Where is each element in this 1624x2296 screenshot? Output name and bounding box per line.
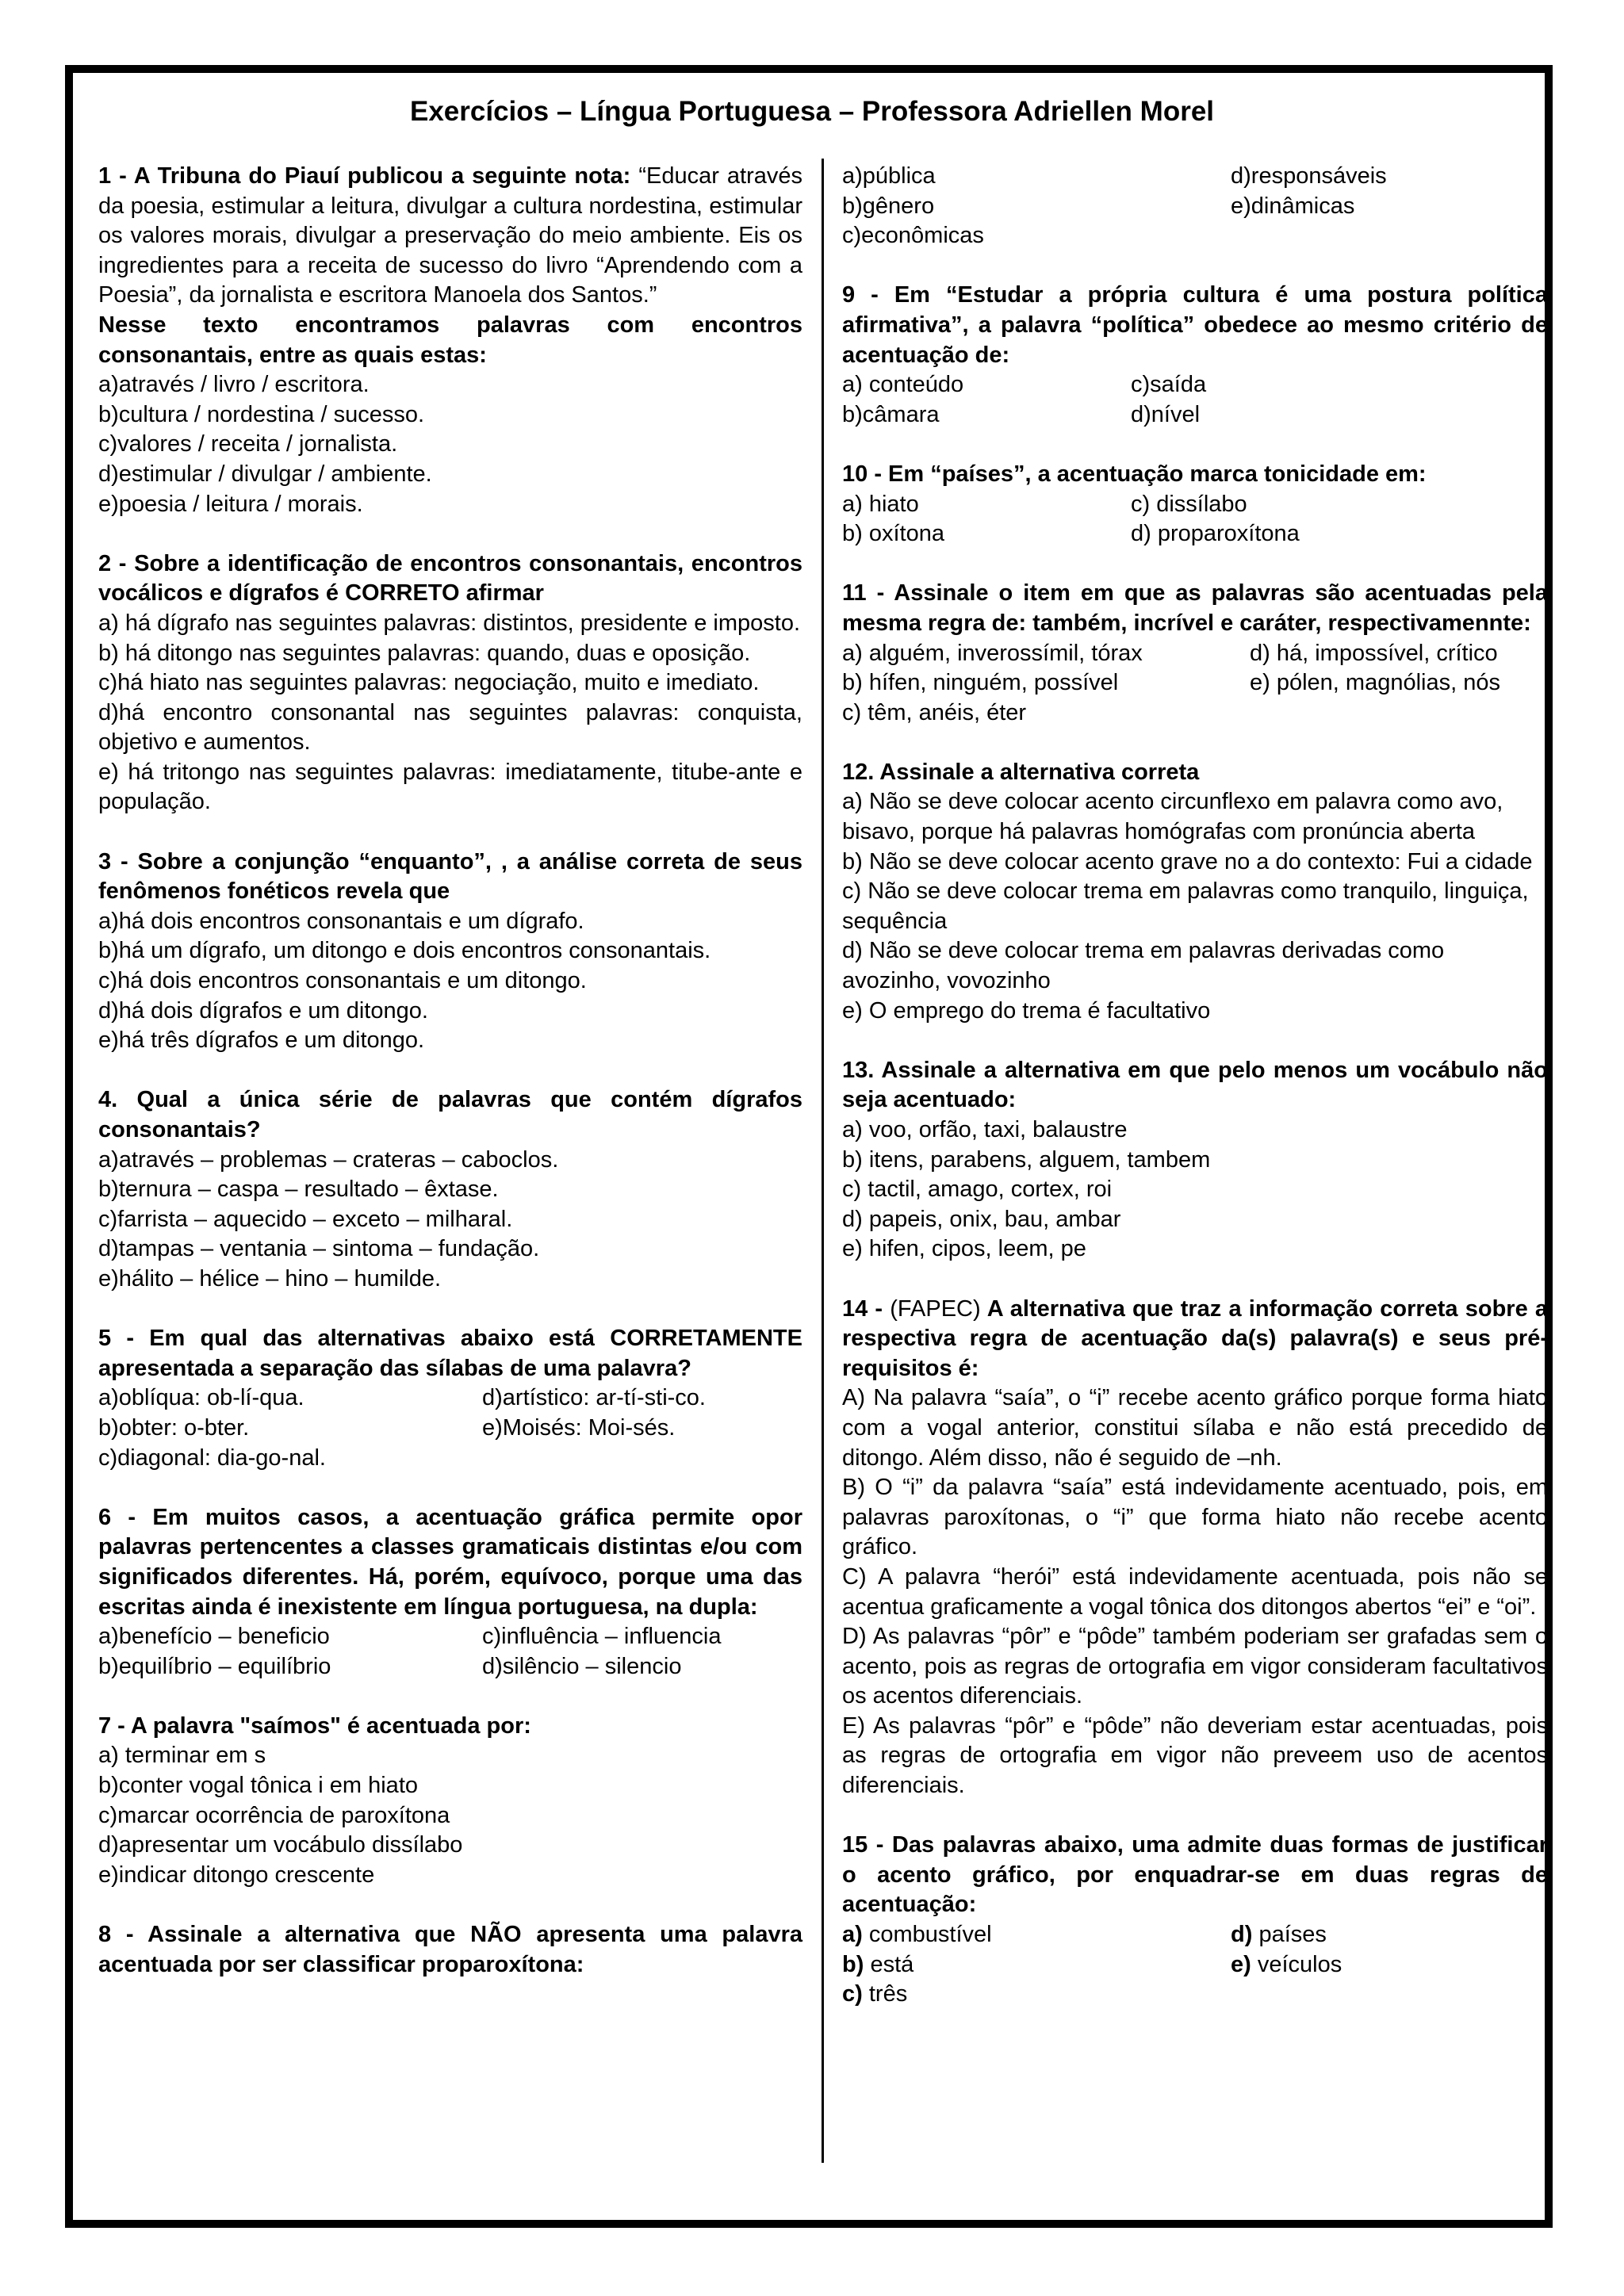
- question-4: [98, 1085, 802, 1294]
- option-a: a) Não se deve colocar acento circunflexo em palavra como avo, bisavo, porque há palavras homógrafas com pronúncia aberta: [842, 789, 1503, 845]
- question-10-stem: 10 - Em “países”, a acentuação marca tonicidade em:: [842, 461, 1427, 487]
- option-e: e)poesia / leitura / morais.: [98, 491, 363, 517]
- question-1-prompt: Nesse texto encontramos palavras com encontros consonantais, entre as quais estas:: [98, 312, 802, 368]
- page-title: Exercícios – Língua Portuguesa – Professora Adriellen Morel: [409, 96, 1215, 127]
- option-d: d) papeis, onix, bau, ambar: [842, 1206, 1121, 1232]
- option-a: a) combustível: [842, 1922, 992, 1948]
- question-6-options: [98, 1622, 802, 1682]
- option-e: e)hálito – hélice – hino – humilde.: [98, 1265, 442, 1292]
- option-b: b) hífen, ninguém, possível: [842, 670, 1119, 696]
- option-a: a)benefício – beneficio: [98, 1624, 330, 1650]
- option-a: a) terminar em s: [98, 1743, 266, 1769]
- option-a: a)oblíqua: ob-lí-qua.: [98, 1385, 304, 1411]
- option-d: d) Não se deve colocar trema em palavras derivadas como avozinho, vovozinho: [842, 938, 1445, 994]
- question-12-stem: 12. Assinale a alternativa correta: [842, 759, 1200, 785]
- option-c: c) têm, anéis, éter: [842, 699, 1027, 725]
- option-c: c)saída: [1131, 372, 1207, 398]
- option-d: d)estimular / divulgar / ambiente.: [98, 461, 432, 487]
- option-e: e)indicar ditongo crescente: [98, 1862, 375, 1888]
- option-c: c)valores / receita / jornalista.: [98, 431, 398, 457]
- question-3-stem: 3 - Sobre a conjunção “enquanto”, , a análise correta de seus fenômenos fonéticos revela que: [98, 848, 802, 905]
- option-a: a)pública: [842, 163, 936, 189]
- option-b: b) Não se deve colocar acento grave no a do contexto: Fui a cidade: [842, 848, 1533, 874]
- option-c: c) três: [842, 1981, 908, 2007]
- option-d: d) proparoxítona: [1131, 521, 1300, 547]
- option-e: e) veículos: [1231, 1951, 1342, 1977]
- question-1-stem: 1 - A Tribuna do Piauí publicou a seguinte nota: “Educar através da poesia, estimular a leitura, divulgar a cultura nordestina, estimular os valores morais, divulgar a preservação do meio ambiente. Eis os ingredientes para a receita de sucesso do livro “Aprendendo com a Poesia”, da jornalista e escritora Manoela dos Santos.”: [98, 163, 803, 308]
- option-d: d) há, impossível, crítico: [1250, 640, 1498, 666]
- option-b: B) O “i” da palavra “saía” está indevidamente acentuado, pois, em palavras paroxítonas, o “i” que forma hiato não recebe acento gráfico.: [842, 1475, 1548, 1560]
- question-11-stem: 11 - Assinale o item em que as palavras são acentuadas pela mesma regra de: também, incrível e caráter, respectivamennte:: [842, 580, 1548, 636]
- option-d: D) As palavras “pôr” e “pôde” também poderiam ser grafadas sem o acento, pois as regras de ortografia em vigor consideram facultativos os acentos diferenciais.: [842, 1624, 1548, 1709]
- option-b: b)cultura / nordestina / sucesso.: [98, 401, 425, 427]
- option-c: c)há hiato nas seguintes palavras: negociação, muito e imediato.: [98, 670, 760, 696]
- option-b: b) oxítona: [842, 521, 944, 547]
- option-e: e)dinâmicas: [1231, 193, 1355, 219]
- option-a: a) voo, orfão, taxi, balaustre: [842, 1117, 1128, 1142]
- question-2: [98, 549, 802, 817]
- left-column: [98, 162, 802, 2010]
- option-c: c) dissílabo: [1131, 491, 1247, 517]
- option-c: c)marcar ocorrência de paroxítona: [98, 1802, 450, 1828]
- option-a: a)há dois encontros consonantais e um dígrafo.: [98, 908, 584, 934]
- option-a: a) alguém, inverossímil, tórax: [842, 640, 1143, 666]
- option-b: b) está: [842, 1951, 914, 1977]
- question-6-stem: 6 - Em muitos casos, a acentuação gráfica permite opor palavras pertencentes a classes gramaticais distintas e/ou com significados diferentes. Há, porém, equívoco, porque uma das escritas ainda é inexistente em língua portuguesa, na dupla:: [98, 1504, 802, 1620]
- option-e: e) pólen, magnólias, nós: [1250, 670, 1500, 696]
- option-b: b)câmara: [842, 401, 940, 427]
- question-4-stem: 4. Qual a única série de palavras que contém dígrafos consonantais?: [98, 1087, 802, 1142]
- option-d: d)artístico: ar-tí-sti-co.: [482, 1385, 706, 1411]
- option-e: e)há três dígrafos e um ditongo.: [98, 1027, 425, 1054]
- option-a: a) hiato: [842, 491, 919, 517]
- question-12: [842, 758, 1548, 1026]
- question-10: [842, 460, 1548, 549]
- option-c: C) A palavra “herói” está indevidamente acentuada, pois não se acentua graficamente a vogal tônica dos ditongos abertos “ei” e “oi”.: [842, 1563, 1548, 1620]
- option-b: b)conter vogal tônica i em hiato: [98, 1773, 418, 1799]
- question-5: [98, 1324, 802, 1473]
- option-b: b)obter: o-bter.: [98, 1414, 250, 1441]
- option-b: b) há ditongo nas seguintes palavras: quando, duas e oposição.: [98, 640, 751, 666]
- question-14: [842, 1295, 1548, 1801]
- option-b: b)equilíbrio – equilíbrio: [98, 1653, 331, 1679]
- option-a: a)através / livro / escritora.: [98, 372, 370, 398]
- question-9-stem: 9 - Em “Estudar a própria cultura é uma postura política afirmativa”, a palavra “política” obedece ao mesmo critério de acentuação de:: [842, 282, 1548, 368]
- question-2-stem: 2 - Sobre a identificação de encontros consonantais, encontros vocálicos e dígrafos é CORRETO afirmar: [98, 550, 802, 607]
- question-13: [842, 1056, 1548, 1265]
- question-8-options-grid: [842, 162, 1548, 251]
- option-d: d)silêncio – silencio: [482, 1653, 682, 1679]
- option-a: a) há dígrafo nas seguintes palavras: distintos, presidente e imposto.: [98, 610, 801, 636]
- option-e: e)Moisés: Moi-sés.: [482, 1414, 676, 1441]
- option-c: c) tactil, amago, cortex, roi: [842, 1177, 1113, 1203]
- question-9-options: [842, 370, 1548, 430]
- question-5-stem: 5 - Em qual das alternativas abaixo está CORRETAMENTE apresentada a separação das sílabas de uma palavra?: [98, 1326, 802, 1381]
- option-c: c)influência – influencia: [482, 1624, 722, 1650]
- option-d: d)há dois dígrafos e um ditongo.: [98, 997, 428, 1024]
- option-e: E) As palavras “pôr” e “pôde” não deveriam estar acentuadas, pois as regras de ortografia em vigor não preveem uso de acentos diferenciais.: [842, 1712, 1548, 1799]
- question-1: [98, 162, 802, 519]
- question-14-stem: 14 - (FAPEC) A alternativa que traz a informação correta sobre a respectiva regra de acentuação da(s) palavra(s) e seus pré-requisitos é:: [842, 1295, 1548, 1381]
- column-divider: [822, 159, 824, 2163]
- right-column: [842, 162, 1548, 2039]
- option-b: b) itens, parabens, alguem, tambem: [842, 1146, 1211, 1173]
- question-10-options: [842, 490, 1548, 549]
- option-d: d)há encontro consonantal nas seguintes palavras: conquista, objetivo e aumentos.: [98, 699, 802, 756]
- option-d: d)tampas – ventania – sintoma – fundação.: [98, 1236, 540, 1262]
- question-5-options: [98, 1383, 802, 1473]
- option-a: a) conteúdo: [842, 372, 964, 398]
- question-13-stem: 13. Assinale a alternativa em que pelo menos um vocábulo não seja acentuado:: [842, 1057, 1548, 1113]
- question-9: [842, 281, 1548, 430]
- option-c: c)diagonal: dia-go-nal.: [98, 1445, 326, 1471]
- option-a: a)através – problemas – crateras – caboclos.: [98, 1146, 559, 1173]
- option-b: b)há um dígrafo, um ditongo e dois encontros consonantais.: [98, 938, 711, 964]
- question-15-stem: 15 - Das palavras abaixo, uma admite duas formas de justificar o acento gráfico, por enquadrar-se em duas regras de acentuação:: [842, 1832, 1548, 1918]
- question-8: [98, 1920, 802, 1980]
- option-d: d)nível: [1131, 401, 1201, 427]
- option-d: d)responsáveis: [1231, 163, 1387, 189]
- option-c: c)econômicas: [842, 223, 984, 249]
- option-e: e) há tritongo nas seguintes palavras: imediatamente, titube-ante e população.: [98, 759, 802, 815]
- question-8-options: [842, 162, 1548, 251]
- question-3: [98, 848, 802, 1056]
- option-d: d)apresentar um vocábulo dissílabo: [98, 1832, 463, 1858]
- option-d: d) países: [1231, 1922, 1327, 1948]
- question-8-stem: 8 - Assinale a alternativa que NÃO apresenta uma palavra acentuada por ser classificar proparoxítona:: [98, 1922, 802, 1977]
- question-15-options: [842, 1920, 1548, 2010]
- question-7: [98, 1712, 802, 1891]
- option-c: c)há dois encontros consonantais e um ditongo.: [98, 968, 587, 994]
- question-6: [98, 1503, 802, 1682]
- option-c: c)farrista – aquecido – exceto – milharal.: [98, 1206, 513, 1232]
- question-11: [842, 579, 1548, 728]
- option-c: c) Não se deve colocar trema em palavras como tranquilo, linguiça, sequência: [842, 878, 1529, 934]
- option-b: b)gênero: [842, 193, 935, 219]
- question-15: [842, 1831, 1548, 2010]
- question-7-stem: 7 - A palavra "saímos" é acentuada por:: [98, 1712, 531, 1739]
- option-a: A) Na palavra “saía”, o “i” recebe acento gráfico porque forma hiato com a vogal anterior, constitui sílaba e não está precedido de ditongo. Além disso, não é seguido de –nh.: [842, 1385, 1548, 1471]
- option-b: b)ternura – caspa – resultado – êxtase.: [98, 1177, 499, 1203]
- question-11-options: [842, 639, 1548, 729]
- option-e: e) hifen, cipos, leem, pe: [842, 1236, 1086, 1262]
- option-e: e) O emprego do trema é facultativo: [842, 997, 1211, 1024]
